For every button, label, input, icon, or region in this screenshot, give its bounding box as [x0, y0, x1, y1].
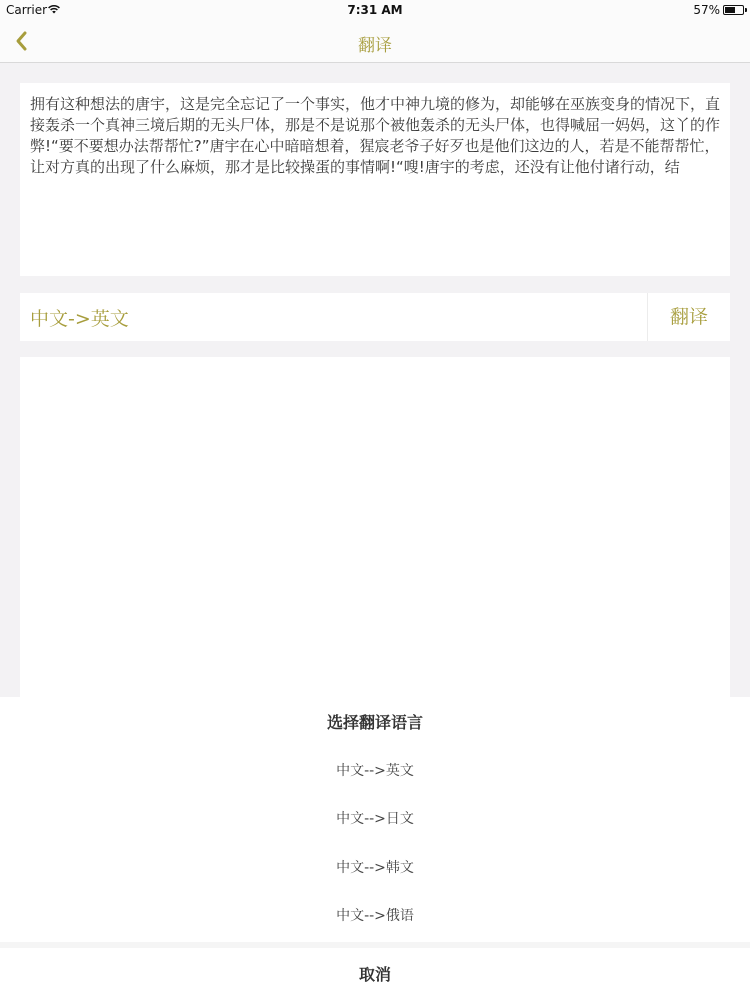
source-text[interactable]: 拥有这种想法的唐宇，这是完全忘记了一个事实，他才中神九境的修为，却能够在巫族变身的情况下，直接轰杀一个真神三境后期的无头尸体，那是不是说那个被他轰杀的无头尸体，也得喊屈一妈妈，这丫的作弊!“要不要想办法帮帮忙?”唐宇在心中暗暗想着，猩宸老爷子好歹也是他们这边的人，若是不能帮帮忙，让对方真的出现了什么麻烦，那才是比较操蛋的事情啊!“嗖!唐宇的考虑，还没有让他付诸行动，结: [30, 95, 721, 176]
source-text-area[interactable]: [20, 83, 730, 276]
page-title: 翻译: [358, 36, 392, 56]
cancel-button[interactable]: 取消: [358, 965, 391, 984]
option-chinese-japanese[interactable]: 中文-->日文: [336, 811, 414, 827]
language-selector[interactable]: 中文->英文: [30, 308, 129, 330]
carrier-label: Carrier: [6, 3, 48, 17]
battery-percent: 57%: [693, 3, 720, 17]
option-chinese-russian[interactable]: 中文-->俄语: [336, 908, 414, 924]
option-chinese-korean[interactable]: 中文-->韩文: [336, 860, 414, 876]
status-bar: [0, 0, 750, 21]
translate-button[interactable]: 翻译: [669, 306, 708, 328]
navigation-bar: [0, 21, 750, 63]
language-action-sheet: [0, 697, 750, 1000]
sheet-title: 选择翻译语言: [326, 713, 423, 732]
language-bar: [20, 293, 730, 341]
battery-icon: [723, 5, 744, 15]
result-text-area[interactable]: [20, 357, 730, 697]
clock: 7:31 AM: [347, 3, 403, 17]
divider: [0, 942, 750, 948]
option-chinese-english[interactable]: 中文-->英文: [336, 763, 414, 779]
